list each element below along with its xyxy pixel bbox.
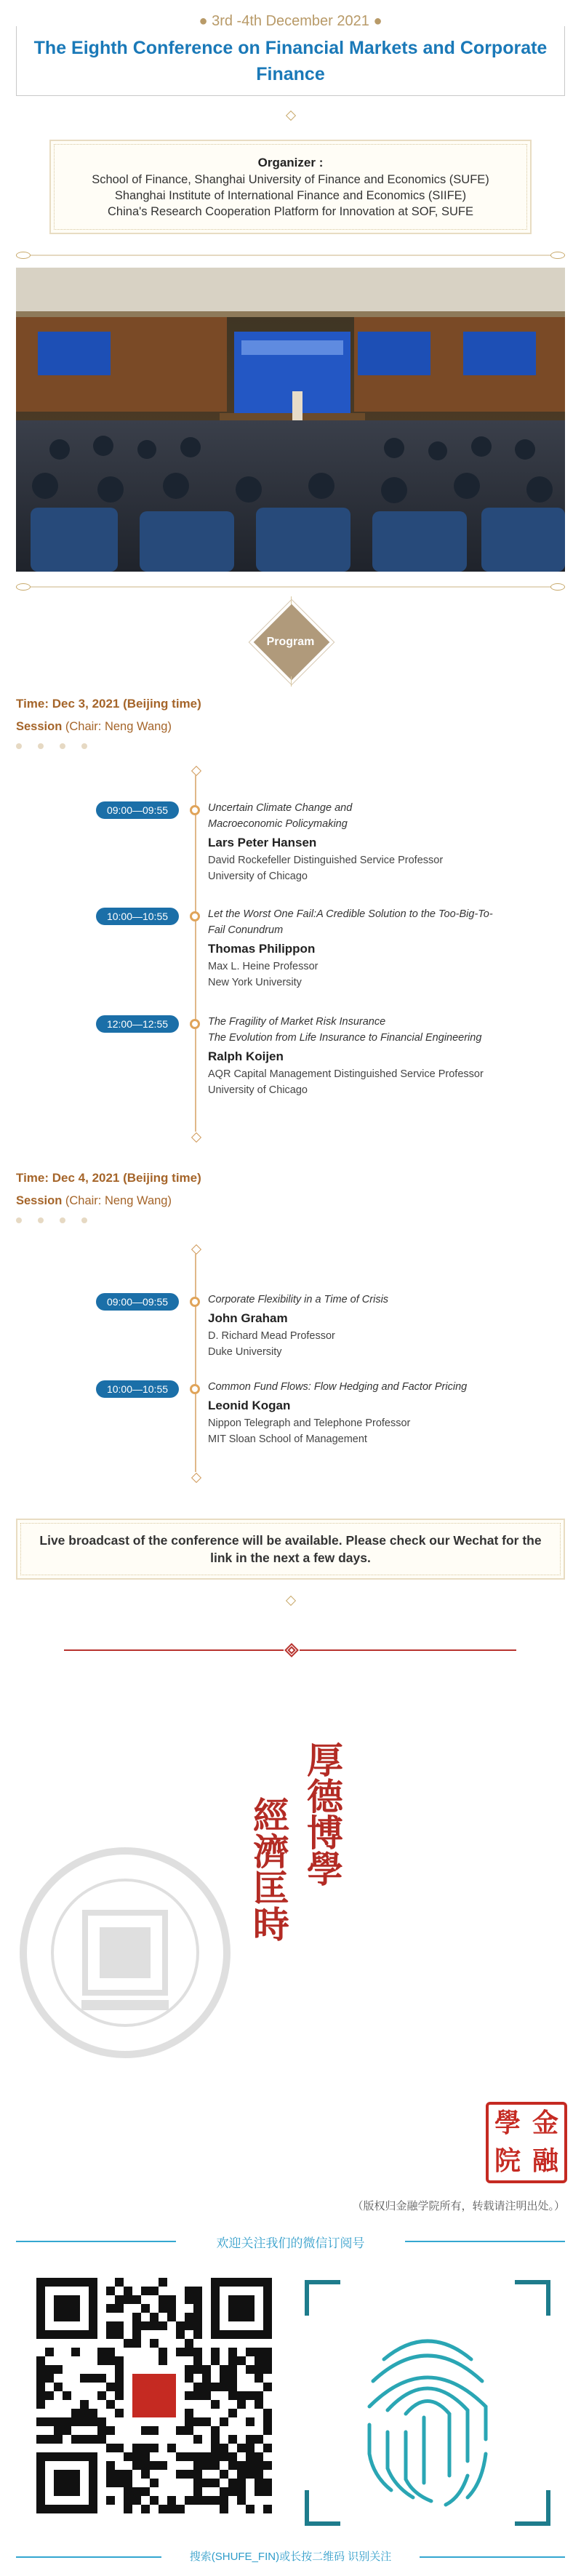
session-chair: (Chair: Neng Wang) [62,1194,172,1207]
session-chair: (Chair: Neng Wang) [62,720,172,733]
speaker-name: Thomas Philippon [208,942,316,956]
timeline-dot-icon [190,1384,200,1394]
conference-date: ● 3rd -4th December 2021 ● [199,13,382,29]
speaker-affiliation: MIT Sloan School of Management [208,1433,367,1445]
title-line-1: The Eighth Conference on Financial Markets and Corporate [33,37,548,58]
diamond-ornament-icon [191,1244,201,1254]
timeline-dot-icon [190,1297,200,1307]
day1-session-label [16,720,172,734]
talk-title: Common Fund Flows: Flow Hedging and Factor Pricing [208,1381,468,1393]
timeline-line [195,1254,196,1472]
organizer-box [49,140,532,234]
divider-line [16,586,565,588]
timeline-dot-icon [190,1019,200,1029]
speaker-affiliation: New York University [208,977,302,988]
conference-photo-image [16,268,565,572]
speaker-affiliation: University of Chicago [208,1084,308,1096]
subscribe-heading [16,2233,565,2250]
talk-title: Uncertain Climate Change and [208,802,353,814]
speaker-title: Nippon Telegraph and Telephone Professor [208,1417,411,1429]
day2-time-label: Time: Dec 4, 2021 (Beijing time) [16,1171,201,1185]
event-content [208,1014,557,1098]
event-time-badge: 09:00—09:55 [96,801,179,819]
talk-title: Fail Conundrum [208,924,284,936]
speaker-name: Ralph Koijen [208,1049,284,1063]
seal-char: 院 [494,2145,521,2176]
divider-end-icon [16,583,31,591]
event-time-badge: 12:00—12:55 [96,1015,179,1033]
title-box [16,26,565,96]
event-content [208,1292,557,1360]
talk-title: The Fragility of Market Risk Insurance [208,1016,386,1028]
footer-label: 搜索(SHUFE_FIN)或长按二维码 识别关注 [184,2551,398,2563]
page-title [34,35,548,87]
conference-photo [16,268,565,572]
program-label: Program [266,636,315,648]
organizer-line: School of Finance, Shanghai University of Finance and Economics (SUFE) [92,173,489,186]
footer-heading [16,2548,565,2566]
subscribe-label: 欢迎关注我们的微信订阅号 [211,2236,371,2250]
decorative-dots [16,743,87,749]
event-time-badge: 09:00—09:55 [96,1293,179,1311]
speaker-affiliation: University of Chicago [208,871,308,882]
program-line [291,676,292,687]
talk-title: Corporate Flexibility in a Time of Crisis [208,1294,389,1305]
session-prefix: Session [16,720,63,733]
speaker-title: D. Richard Mead Professor [208,1330,335,1342]
seal-char: 金 [532,2108,558,2138]
fingerprint-icon [304,2279,551,2527]
diamond-ornament-icon [286,1596,294,1604]
timeline-line [195,775,196,1132]
event-time-badge: 10:00—10:55 [96,908,179,925]
diamond-ornament-icon [191,1132,201,1142]
event-content [208,906,557,991]
timeline-dot-icon [190,805,200,815]
school-seal [486,2102,567,2183]
calligraphy-motto-2: 經濟匡時 [247,1796,290,1942]
talk-title: Let the Worst One Fail:A Credible Solution to the Too-Big-To- [208,908,493,920]
live-broadcast-box [16,1519,565,1580]
organizer-line: China's Research Cooperation Platform for Innovation at SOF, SUFE [108,205,473,218]
event-time-badge: 10:00—10:55 [96,1380,179,1398]
speaker-title: Max L. Heine Professor [208,961,318,972]
footer-text [16,2548,565,2564]
speaker-name: John Graham [208,1311,288,1325]
timeline-dot-icon [190,911,200,921]
divider-end-icon [16,252,31,259]
copyright-text: （版权归金融学院所有，转载请注明出处。） [352,2200,565,2212]
diamond-ornament-icon [191,765,201,775]
divider-end-icon [550,583,565,591]
calligraphy-motto-1: 厚德博學 [301,1741,344,1887]
divider-end-icon [550,252,565,259]
program-heading [0,604,581,684]
event-content [208,800,557,884]
speaker-name: Lars Peter Hansen [208,836,317,849]
qr-code-icon[interactable] [36,2278,272,2513]
date-text: 3rd -4th December 2021 [212,13,369,29]
title-line-2: Finance [256,63,325,84]
seal-char: 融 [532,2145,558,2176]
speaker-name: Leonid Kogan [208,1399,291,1412]
decorative-dots [16,1217,87,1223]
organizer-line: Shanghai Institute of International Finance and Economics (SIIFE) [114,189,467,202]
university-seal-watermark [16,1833,234,2073]
session-prefix: Session [16,1194,63,1207]
talk-title: The Evolution from Life Insurance to Financial Engineering [208,1032,482,1044]
knot-ornament-icon [284,1642,300,1658]
diamond-ornament-icon [286,111,294,119]
subscribe-text [16,2233,565,2251]
live-broadcast-text: Live broadcast of the conference will be available. Please check our Wechat for the link in the next a few days. [39,1533,542,1565]
day2-session-label [16,1194,172,1208]
speaker-affiliation: Duke University [208,1346,282,1358]
event-content [208,1379,557,1447]
divider-line [16,255,565,256]
speaker-title: David Rockefeller Distinguished Service Professor [208,855,444,866]
organizer-label: Organizer : [257,156,324,169]
diamond-ornament-icon [191,1472,201,1482]
speaker-title: AQR Capital Management Distinguished Service Professor [208,1068,484,1080]
day1-time-label: Time: Dec 3, 2021 (Beijing time) [16,697,201,711]
seal-char: 學 [494,2108,521,2138]
talk-title: Macroeconomic Policymaking [208,818,348,830]
